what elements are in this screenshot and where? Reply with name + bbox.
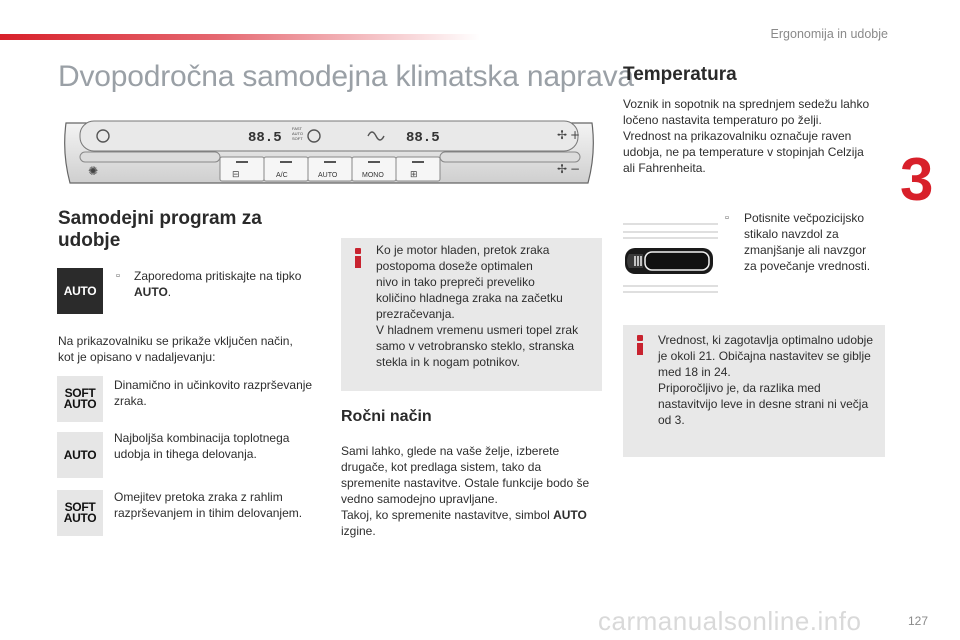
mode-description: Dinamično in učinkovito razprševanje zraka. [114, 378, 313, 408]
mode-description: Omejitev pretoka zraka z rahlim razprševanjem in tihim delovanjem. [114, 490, 303, 520]
temperature-switch-illustration [623, 218, 718, 298]
auto-key-badge: AUTO [57, 268, 103, 314]
program-step: Zaporedoma pritiskajte na tipko AUTO. [134, 269, 302, 299]
panel-button-ac: A/C [276, 172, 288, 179]
right-display: 88.5 [406, 130, 440, 146]
section-header: Ergonomija in udobje [770, 27, 888, 41]
center-label-auto: AUTO [292, 131, 304, 136]
temperature-step: Potisnite večpozicijsko stikalo navzdol za zmanjšanje ali navzgor za povečanje vrednosti. [744, 211, 871, 273]
manual-mode-text: Sami lahko, glede na vaše želje, izberete drugače, kot predlaga sistem, tako da spremenite nastavitve. Ostale funkcije bodo še vedno samodejno upravljane. Takoj, ko spremenite nastavitve, simbol AUTO izgine. [341, 444, 590, 538]
svg-text:⊟: ⊟ [232, 170, 240, 180]
soft-auto-badge: SOFT AUTO [57, 376, 103, 422]
info-note-temperature [623, 325, 885, 457]
mode-description: Najboljša kombinacija toplotnega udobja in tihega delovanja. [114, 431, 290, 461]
svg-text:✢: ✢ [557, 128, 568, 142]
watermark: carmanualsonline.info [598, 606, 862, 636]
bullet-icon: ▫ [725, 212, 729, 224]
note-text: Ko je motor hladen, pretok zraka postopoma doseže optimalen nivo in tako prepreči preveliko količino hladnega zraka na začetku prezračevanja. V hladnem vremenu usmeri topel zrak samo v vetrobransko steklo, stranska stekla in k nogam potnikov. [376, 243, 579, 369]
page-title: Dvopodročna samodejna klimatska naprava [58, 60, 634, 93]
svg-text:−: − [570, 162, 581, 176]
note-text: Vrednost, ki zagotavlja optimalno udobje je okoli 21. Običajna nastavitev se giblje med 18 in 24. Priporočljivo je, da razlika med nastavitvijo leve in desne strani ni večja od 3. [658, 333, 874, 427]
bullet-icon: ▫ [116, 270, 120, 282]
chapter-number: 3 [900, 146, 934, 213]
auto-badge: AUTO [57, 432, 103, 478]
temperature-heading: Temperatura [623, 64, 737, 85]
climate-panel-illustration [58, 113, 600, 191]
program-intro: Na prikazovalniku se prikaže vključen način, kot je opisano v nadaljevanju: [58, 334, 293, 364]
soft-auto-badge: SOFT AUTO [57, 490, 103, 536]
svg-text:✺: ✺ [88, 164, 99, 178]
panel-button-mono: MONO [362, 172, 384, 179]
info-note-cold-engine [341, 238, 602, 391]
temperature-text: Voznik in sopotnik na sprednjem sedežu lahko ločeno nastavita temperaturo po želji. Vrednost na prikazovalniku označuje raven udobja, ne pa temperature v stopinjah Celzija ali Fahrenheita. [623, 97, 870, 175]
center-label-fast: FAST [292, 126, 303, 131]
top-accent-bar [0, 34, 480, 40]
svg-text:+: + [570, 128, 581, 142]
left-display: 88.5 [248, 130, 282, 146]
panel-button-auto: AUTO [318, 172, 338, 179]
program-heading: Samodejni program za udobje [58, 208, 262, 251]
svg-text:⊞: ⊞ [410, 170, 418, 180]
info-icon [635, 335, 645, 355]
info-icon [353, 248, 363, 268]
page-number: 127 [907, 614, 928, 628]
manual-mode-heading: Ročni način [341, 408, 432, 425]
svg-text:✢: ✢ [557, 162, 568, 176]
center-label-soft: SOFT [292, 136, 303, 141]
